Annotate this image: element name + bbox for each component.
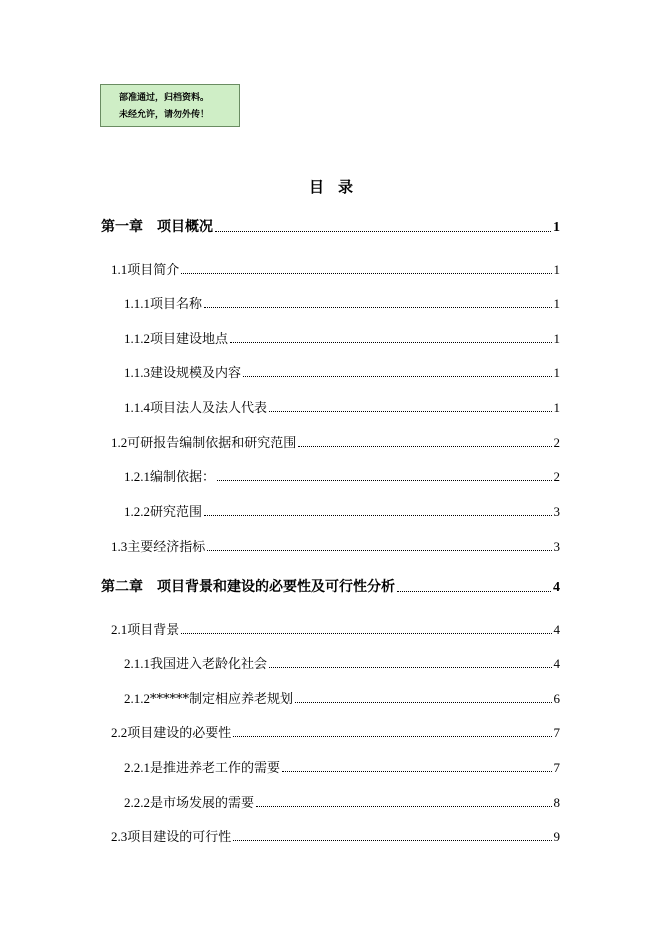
toc-dot-leader [181, 273, 551, 274]
toc-entry-number: 第一章 [101, 220, 143, 235]
toc-dot-leader [256, 806, 551, 807]
toc-entry-page: 7 [553, 725, 560, 740]
toc-entry-title: 项目简介 [127, 263, 180, 278]
toc-entry-number: 1.2.1 [124, 469, 150, 484]
toc-entry-number: 2.1.2 [124, 691, 150, 706]
toc-entry-1-1-3[interactable] [124, 362, 560, 381]
toc-entry-page: 6 [553, 691, 560, 706]
toc-entry-title: 主要经济指标 [127, 540, 206, 555]
toc-entry-2-2-2[interactable] [124, 792, 560, 811]
toc-entry-1-1-1[interactable] [124, 293, 560, 312]
toc-entry-title: 项目背景和建设的必要性及可行性分析 [157, 579, 395, 595]
toc-entry-1-1-4[interactable] [124, 397, 560, 416]
toc-entry-chapter-2[interactable] [101, 576, 560, 596]
toc-entry-title: 可研报告编制依据和研究范围 [127, 436, 297, 451]
toc-entry-page: 3 [553, 504, 560, 519]
toc-entry-2-2-1[interactable] [124, 757, 560, 776]
toc-entry-title: 是推进养老工作的需要 [150, 761, 281, 776]
toc-dot-leader [204, 515, 551, 516]
toc-dot-leader [230, 342, 551, 343]
toc-entry-title: ******制定相应养老规划 [150, 692, 294, 707]
toc-dot-leader [282, 771, 551, 772]
toc-entry-number: 1.1.1 [124, 296, 150, 311]
toc-entry-number: 1.2.2 [124, 504, 150, 519]
notice-stamp-box [100, 84, 240, 127]
toc-entry-1-3[interactable] [111, 536, 560, 555]
toc-title: 目录 [308, 178, 367, 196]
toc-entry-number: 1.1 [111, 262, 128, 277]
toc-entry-2-1-1[interactable] [124, 653, 560, 672]
toc-entry-chapter-1[interactable] [101, 216, 560, 236]
toc-entry-page: 1 [553, 400, 560, 415]
toc-entry-number: 第二章 [101, 580, 143, 595]
toc-dot-leader [215, 231, 551, 232]
toc-entry-title: 项目背景 [127, 623, 180, 638]
toc-dot-leader [397, 591, 551, 592]
toc-dot-leader [217, 480, 551, 481]
toc-dot-leader [207, 550, 551, 551]
toc-entry-number: 1.3 [111, 539, 128, 554]
toc-entry-page: 2 [553, 435, 560, 450]
toc-entry-title: 项目名称 [150, 297, 203, 312]
toc-dot-leader [269, 411, 551, 412]
toc-dot-leader [243, 376, 551, 377]
toc-entry-number: 1.1.2 [124, 331, 150, 346]
toc-entry-page: 3 [553, 539, 560, 554]
toc-entry-1-1-2[interactable] [124, 328, 560, 347]
toc-entry-2-1-2[interactable] [124, 688, 560, 707]
toc-entry-1-1[interactable] [111, 259, 560, 278]
toc-entry-page: 4 [553, 580, 560, 595]
toc-dot-leader [233, 840, 551, 841]
toc-entry-2-1[interactable] [111, 619, 560, 638]
toc-entry-title: 项目概况 [157, 219, 213, 235]
toc-entry-page: 1 [553, 331, 560, 346]
toc-dot-leader [298, 446, 551, 447]
toc-entry-page: 1 [553, 220, 560, 235]
toc-dot-leader [204, 307, 551, 308]
toc-entry-title: 研究范围 [150, 505, 203, 520]
toc-dot-leader [295, 702, 551, 703]
toc-dot-leader [233, 736, 551, 737]
toc-entry-title: 编制依据： [150, 470, 216, 485]
toc-entry-title: 是市场发展的需要 [150, 796, 255, 811]
toc-entry-page: 1 [553, 262, 560, 277]
toc-entry-number: 2.1.1 [124, 656, 150, 671]
toc-entry-number: 1.1.3 [124, 365, 150, 380]
toc-entry-1-2[interactable] [111, 432, 560, 451]
toc-entry-1-2-2[interactable] [124, 501, 560, 520]
toc-entry-page: 4 [553, 656, 560, 671]
toc-entry-page: 1 [553, 296, 560, 311]
toc-entry-page: 8 [553, 795, 560, 810]
toc-entry-title: 项目建设地点 [150, 332, 229, 347]
toc-entry-number: 2.2 [111, 725, 128, 740]
toc-entry-page: 7 [553, 760, 560, 775]
notice-line-2: 未经允许，请勿外传！ [119, 110, 210, 120]
toc-entry-1-2-1[interactable] [124, 466, 560, 485]
toc-entry-number: 2.2.1 [124, 760, 150, 775]
toc-entry-2-2[interactable] [111, 722, 560, 741]
toc-dot-leader [181, 633, 551, 634]
toc-entry-page: 9 [553, 829, 560, 844]
toc-entry-number: 2.3 [111, 829, 128, 844]
toc-entry-title: 项目法人及法人代表 [150, 401, 268, 416]
toc-entry-title: 项目建设的必要性 [127, 726, 232, 741]
toc-entry-number: 2.2.2 [124, 795, 150, 810]
toc-entry-page: 4 [553, 622, 560, 637]
toc-entry-number: 2.1 [111, 622, 128, 637]
toc-entry-number: 1.2 [111, 435, 128, 450]
toc-entry-page: 2 [553, 469, 560, 484]
toc-entry-2-3[interactable] [111, 826, 560, 845]
toc-entry-page: 1 [553, 365, 560, 380]
toc-entry-title: 我国进入老龄化社会 [150, 657, 268, 672]
toc-entry-title: 建设规模及内容 [150, 366, 242, 381]
toc-entry-title: 项目建设的可行性 [127, 830, 232, 845]
notice-line-1: 部准通过，归档资料。 [119, 93, 210, 103]
toc-entry-number: 1.1.4 [124, 400, 150, 415]
toc-dot-leader [269, 667, 551, 668]
